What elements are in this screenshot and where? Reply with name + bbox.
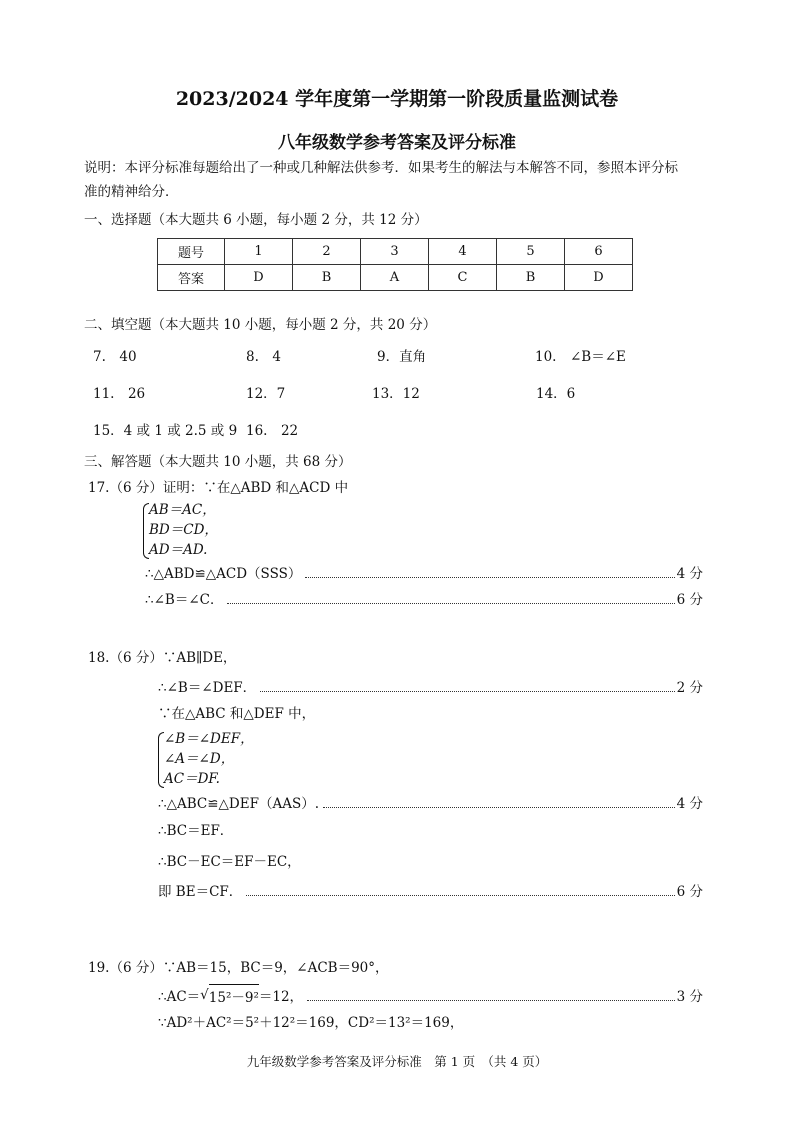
document-title: 2023/2024 学年度第一学期第一阶段质量监测试卷 (175, 88, 619, 110)
q18-step-2: ∵在△ABC 和△DEF 中， (158, 706, 316, 722)
page-footer: 九年级数学参考答案及评分标准 第 1 页 （共 4 页） (246, 1054, 548, 1069)
table-cell: 4 (429, 239, 497, 265)
q18-step-6 (158, 880, 703, 900)
table-cell: 题号 (158, 239, 225, 265)
table-cell: 5 (497, 239, 565, 265)
fill-answer: 16. 22 (246, 423, 299, 439)
table-cell: 6 (565, 239, 633, 265)
step-text: ∴AC＝ (158, 989, 201, 1005)
leader-dots (246, 885, 674, 896)
table-cell: 2 (293, 239, 361, 265)
leader-dots (323, 797, 675, 808)
q18-condition: ∠B＝∠DEF， (164, 731, 254, 747)
q17-step-2 (145, 588, 703, 608)
leader-dots (305, 567, 674, 578)
fill-answer: 15．4 或 1 或 2.5 或 9 (93, 423, 238, 439)
fill-answer: 10. ∠B＝∠E (535, 349, 626, 365)
step-text: 即 BE＝CF． (158, 884, 243, 900)
fill-answer: 14．6 (536, 386, 576, 402)
document-subtitle: 八年级数学参考答案及评分标准 (278, 133, 516, 153)
leader-dots (307, 990, 675, 1001)
leader-dots (260, 681, 674, 692)
table-cell: 1 (225, 239, 293, 265)
step-text: ∴∠B＝∠C． (145, 592, 224, 608)
q17-intro: 17.（6 分）证明：∵在△ABD 和△ACD 中 (88, 480, 349, 496)
q18-condition: AC＝DF. (164, 771, 220, 787)
table-cell: D (225, 265, 293, 291)
q19-intro: 19.（6 分）∵AB＝15，BC＝9，∠ACB＝90°， (88, 960, 389, 976)
table-cell: 3 (361, 239, 429, 265)
fill-answer: 9．直角 (377, 349, 427, 365)
section2-heading: 二、填空题（本大题共 10 小题，每小题 2 分，共 20 分） (84, 317, 437, 333)
step-text: ∴∠B＝∠DEF． (158, 680, 257, 696)
fill-answer: 11. 26 (93, 386, 146, 402)
section3-heading: 三、解答题（本大题共 10 小题，共 68 分） (84, 454, 352, 470)
q18-intro: 18.（6 分）∵AB∥DE， (88, 650, 237, 666)
table-cell: C (429, 265, 497, 291)
q18-step-4: ∴BC＝EF． (158, 823, 234, 839)
score-points: 2 分 (676, 680, 703, 696)
sqrt-icon: √ (200, 987, 209, 1003)
q18-step-1 (158, 676, 703, 696)
note-line-2: 准的精神给分． (84, 184, 179, 200)
q17-condition: AD＝AD. (149, 542, 208, 558)
score-points: 4 分 (676, 566, 703, 582)
q18-condition: ∠A＝∠D， (164, 751, 235, 767)
table-row (158, 239, 633, 265)
score-points: 6 分 (676, 884, 703, 900)
fill-answer: 13．12 (372, 386, 420, 402)
q18-step-3 (158, 792, 703, 812)
step-text: ∴△ABD≌△ACD（SSS） (145, 566, 302, 582)
score-points: 6 分 (676, 592, 703, 608)
q17-condition: BD＝CD， (149, 522, 218, 538)
score-points: 3 分 (676, 989, 703, 1005)
fill-answer: 7. 40 (93, 349, 137, 365)
table-cell: B (293, 265, 361, 291)
q17-step-1 (145, 562, 703, 582)
q17-condition: AB＝AC， (149, 502, 216, 518)
fill-answer: 8. 4 (246, 349, 281, 365)
q19-step-2: ∵AD²＋AC²＝5²＋12²＝169，CD²＝13²＝169， (158, 1015, 464, 1031)
section1-heading: 一、选择题（本大题共 6 小题，每小题 2 分，共 12 分） (84, 212, 428, 228)
note-line-1: 说明：本评分标准每题给出了一种或几种解法供参考．如果考生的解法与本解答不同，参照本评分标 (84, 160, 678, 176)
leader-dots (227, 593, 674, 604)
sqrt-radicand: 15²－9² (209, 984, 259, 1006)
table-cell: 答案 (158, 265, 225, 291)
table-row (158, 265, 633, 291)
step-text: ＝12， (258, 989, 304, 1005)
table-cell: B (497, 265, 565, 291)
score-points: 4 分 (676, 796, 703, 812)
q19-step-1 (158, 985, 703, 1005)
table-cell: D (565, 265, 633, 291)
answer-table (157, 238, 633, 291)
fill-answer: 12．7 (246, 386, 286, 402)
step-text: ∴△ABC≌△DEF（AAS）. (158, 796, 319, 812)
q18-step-5: ∴BC－EC＝EF－EC， (158, 854, 301, 870)
table-cell: A (361, 265, 429, 291)
